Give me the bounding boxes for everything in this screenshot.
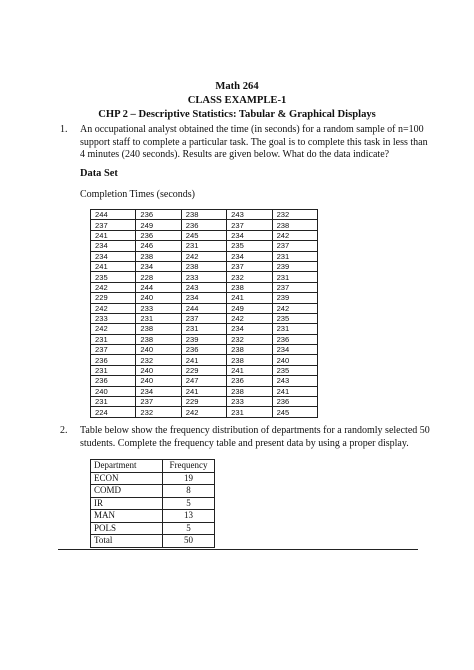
table-cell: 238 [181, 261, 226, 271]
table-cell: 240 [136, 345, 181, 355]
table-row [91, 334, 318, 344]
table-cell: 242 [181, 251, 226, 261]
table-cell: 235 [227, 241, 272, 251]
table-cell: 244 [181, 303, 226, 313]
frequency-cell: 5 [162, 497, 214, 510]
table-cell: 242 [227, 313, 272, 323]
table-cell: 229 [181, 397, 226, 407]
table-cell: 243 [227, 210, 272, 220]
table-cell: 241 [227, 293, 272, 303]
table-cell: 241 [181, 386, 226, 396]
table-cell: 236 [136, 230, 181, 240]
table-cell: 243 [272, 376, 317, 386]
table-cell: 231 [272, 272, 317, 282]
table-cell: 240 [136, 293, 181, 303]
table-cell: 231 [272, 251, 317, 261]
frequency-row [91, 535, 215, 548]
question-2 [60, 425, 432, 450]
table-row [91, 261, 318, 271]
data-set-title: Data Set [80, 168, 118, 179]
table-cell: 231 [272, 324, 317, 334]
table-cell: 240 [136, 376, 181, 386]
table-cell: 242 [272, 230, 317, 240]
table-cell: 238 [227, 282, 272, 292]
table-cell: 238 [136, 334, 181, 344]
chapter-title: CHP 2 – Descriptive Statistics: Tabular & Graphical Displays [98, 109, 376, 120]
table-cell: 246 [136, 241, 181, 251]
table-cell: 234 [272, 345, 317, 355]
table-cell: 232 [136, 407, 181, 417]
department-cell: COMD [91, 485, 163, 498]
table-cell: 228 [136, 272, 181, 282]
table-row [91, 220, 318, 230]
table-row [91, 365, 318, 375]
table-cell: 238 [227, 386, 272, 396]
department-cell: ECON [91, 472, 163, 485]
table-cell: 237 [181, 313, 226, 323]
table-row [91, 397, 318, 407]
table-cell: 241 [91, 230, 136, 240]
table-cell: 238 [136, 251, 181, 261]
table-row [91, 407, 318, 417]
frequency-table [90, 459, 215, 548]
table-cell: 237 [227, 261, 272, 271]
table-cell: 237 [272, 282, 317, 292]
table-cell: 242 [91, 324, 136, 334]
table-cell: 247 [181, 376, 226, 386]
table-row [91, 241, 318, 251]
table-cell: 237 [91, 220, 136, 230]
table-cell: 238 [227, 355, 272, 365]
table-cell: 240 [136, 365, 181, 375]
table-row [91, 293, 318, 303]
frequency-row [91, 510, 215, 523]
table-cell: 234 [227, 324, 272, 334]
question-1 [60, 124, 432, 162]
table-cell: 239 [272, 293, 317, 303]
table-cell: 229 [91, 293, 136, 303]
table-row [91, 376, 318, 386]
department-cell: MAN [91, 510, 163, 523]
table-cell: 238 [227, 345, 272, 355]
table-row [91, 230, 318, 240]
table-cell: 242 [181, 407, 226, 417]
table-cell: 233 [136, 303, 181, 313]
table-cell: 231 [91, 334, 136, 344]
table-cell: 238 [136, 324, 181, 334]
table-cell: 237 [227, 220, 272, 230]
table-cell: 234 [136, 386, 181, 396]
table-cell: 245 [272, 407, 317, 417]
table-cell: 236 [91, 355, 136, 365]
department-cell: IR [91, 497, 163, 510]
page-header [0, 80, 474, 122]
table-cell: 231 [136, 313, 181, 323]
table-cell: 241 [227, 365, 272, 375]
table-cell: 231 [91, 365, 136, 375]
table-cell: 249 [227, 303, 272, 313]
frequency-row [91, 497, 215, 510]
table-cell: 231 [227, 407, 272, 417]
table-cell: 231 [181, 241, 226, 251]
frequency-cell: 5 [162, 522, 214, 535]
frequency-row [91, 485, 215, 498]
table-cell: 242 [272, 303, 317, 313]
table-cell: 237 [91, 345, 136, 355]
table-row [91, 324, 318, 334]
table-cell: 244 [136, 282, 181, 292]
table-cell: 231 [91, 397, 136, 407]
table-cell: 229 [181, 365, 226, 375]
table-cell: 232 [227, 272, 272, 282]
table-row [91, 303, 318, 313]
table-cell: 242 [91, 303, 136, 313]
table-cell: 240 [91, 386, 136, 396]
table-row [91, 386, 318, 396]
table-row [91, 355, 318, 365]
frequency-header: Frequency [162, 460, 214, 473]
table-cell: 234 [227, 230, 272, 240]
table-cell: 236 [181, 345, 226, 355]
table-cell: 234 [227, 251, 272, 261]
table-row [91, 313, 318, 323]
table-row [91, 251, 318, 261]
frequency-cell: 13 [162, 510, 214, 523]
table-cell: 234 [91, 251, 136, 261]
table-cell: 241 [181, 355, 226, 365]
table-cell: 236 [91, 376, 136, 386]
table-cell: 236 [272, 334, 317, 344]
table-cell: 245 [181, 230, 226, 240]
department-cell: POLS [91, 522, 163, 535]
table-cell: 239 [181, 334, 226, 344]
frequency-table-header-row [91, 460, 215, 473]
table-cell: 236 [272, 397, 317, 407]
table-row [91, 282, 318, 292]
frequency-cell: 8 [162, 485, 214, 498]
table-cell: 242 [91, 282, 136, 292]
frequency-row [91, 472, 215, 485]
table-cell: 237 [136, 397, 181, 407]
table-cell: 232 [227, 334, 272, 344]
table-cell: 244 [91, 210, 136, 220]
table-cell: 240 [272, 355, 317, 365]
table-cell: 232 [272, 210, 317, 220]
table-cell: 224 [91, 407, 136, 417]
example-title: CLASS EXAMPLE-1 [187, 95, 287, 106]
table-cell: 236 [181, 220, 226, 230]
frequency-cell: 19 [162, 472, 214, 485]
table-row [91, 272, 318, 282]
table-cell: 231 [181, 324, 226, 334]
table-cell: 233 [91, 313, 136, 323]
department-cell: Total [91, 535, 163, 548]
table-cell: 238 [272, 220, 317, 230]
table-cell: 249 [136, 220, 181, 230]
completion-times-table [90, 209, 318, 418]
table-cell: 243 [181, 282, 226, 292]
table-cell: 233 [181, 272, 226, 282]
table-cell: 235 [272, 365, 317, 375]
bottom-divider [58, 549, 418, 550]
table-cell: 239 [272, 261, 317, 271]
table-cell: 236 [227, 376, 272, 386]
table-cell: 234 [181, 293, 226, 303]
table-cell: 236 [136, 210, 181, 220]
course-title: Math 264 [215, 81, 259, 92]
table-cell: 234 [136, 261, 181, 271]
department-header: Department [91, 460, 163, 473]
table-cell: 234 [91, 241, 136, 251]
table-cell: 235 [272, 313, 317, 323]
completion-times-label: Completion Times (seconds) [80, 189, 196, 200]
question-2-number: 2. [60, 425, 68, 436]
table-cell: 233 [227, 397, 272, 407]
frequency-row [91, 522, 215, 535]
table-cell: 238 [181, 210, 226, 220]
table-row [91, 345, 318, 355]
question-1-text: An occupational analyst obtained the time (in seconds) for a random sample of n=100 support staff to complete a particular task. The goal is to complete this task in less than 4 minutes (240 seconds). Results are given below. What do the data indicate? [80, 124, 428, 160]
frequency-cell: 50 [162, 535, 214, 548]
table-cell: 241 [91, 261, 136, 271]
table-cell: 232 [136, 355, 181, 365]
table-cell: 237 [272, 241, 317, 251]
question-2-text: Table below show the frequency distribution of departments for a randomly selected 50 students. Complete the frequency table and present data by using a proper display. [80, 425, 430, 449]
table-row [91, 210, 318, 220]
table-cell: 241 [272, 386, 317, 396]
table-cell: 235 [91, 272, 136, 282]
question-1-number: 1. [60, 124, 68, 135]
